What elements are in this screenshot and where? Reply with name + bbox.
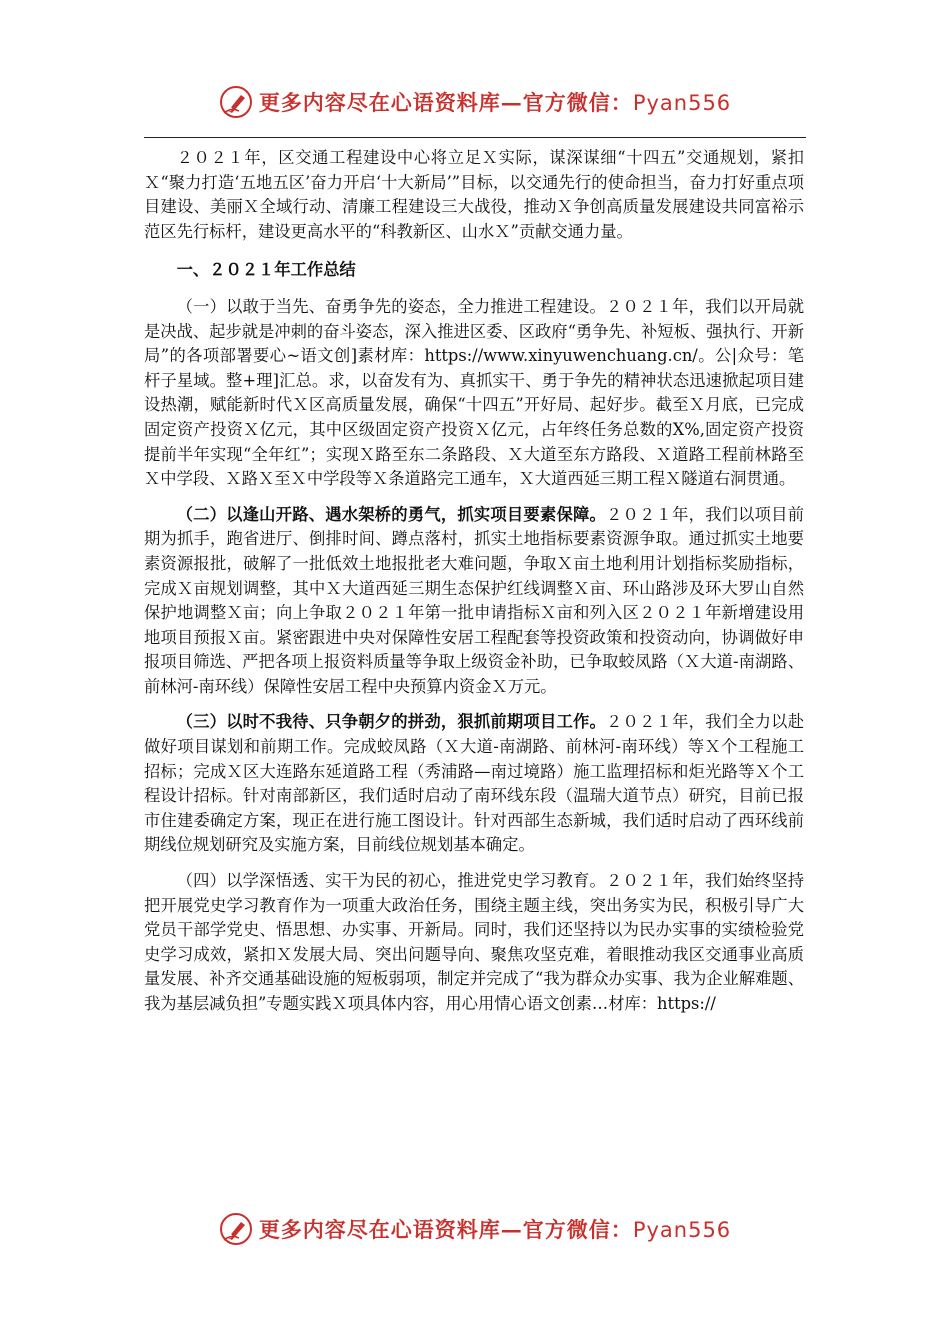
paragraph-3 — [144, 710, 804, 858]
footer-wechat-id: Pyan556 — [632, 1218, 732, 1242]
paragraph-1: （一）以敢于当先、奋勇争先的姿态，全力推进工程建设。２０２１年，我们以开局就是决战、起步就是冲刺的奋斗姿态，深入推进区委、区政府“勇争先、补短板、强执行、开新局”的各项部署要心~语文创]素材库：https://www.xinyuwenchuang.cn/。公|众号：笔杆子星域。整+理]汇总。求，以奋发有为、真抓实干、勇于争先的精神状态迅速掀起项目建设热潮，赋能新时代Ｘ区高质量发展，确保“十四五”开好局、起好步。截至Ｘ月底，已完成固定资产投资Ｘ亿元，其中区级固定资产投资Ｘ亿元，占年终任务总数的X%,固定资产投资提前半年实现“全年红”；实现Ｘ路至东二条路段、Ｘ大道至东方路段、Ｘ道路工程前林路至Ｘ中学段、Ｘ路Ｘ至Ｘ中学段等Ｘ条道路完工通车，Ｘ大道西延三期工程Ｘ隧道右洞贯通。 — [144, 296, 804, 489]
paragraph-4: （四）以学深悟透、实干为民的初心，推进党史学习教育。２０２１年，我们始终坚持把开展党史学习教育作为一项重大政治任务，围绕主题主线，突出务实为民，积极引导广大党员干部学党史、悟思想、办实事、开新局。同时，我们还坚持以为民办实事的实绩检验党史学习成效，紧扣Ｘ发展大局、突出问题导向、聚焦攻坚克难，着眼推动我区交通事业高质量发展、补齐交通基础设施的短板弱项，制定并完成了“我为群众办实事、我为企业解难题、我为基层减负担”专题实践Ｘ项具体内容，用心用情心语文创素…材库：https:// — [144, 871, 804, 1013]
paragraph-2 — [144, 503, 804, 700]
paragraph-2-lead: （二）以逢山开路、遇水架桥的勇气，抓实项目要素保障。 — [176, 504, 607, 524]
paragraph-2-text: ２０２１年，我们以项目前期为抓手，跑省进厅、倒排时间、蹲点落村，抓实土地指标要素资源争取。通过抓实土地要素资源报批，破解了一批低效土地报批老大难问题，争取Ｘ亩土地利用计划指标奖励指标，完成Ｘ亩规划调整，其中Ｘ大道西延三期生态保护红线调整Ｘ亩、环山路涉及环大罗山自然保护地调整Ｘ亩；向上争取２０２１年第一批申请指标Ｘ亩和列入区２０２１年新增建设用地项目预报Ｘ亩。紧密跟进中央对保障性安居工程配套等投资政策和投资动向，协调做好申报项目筛选、严把各项上报资料质量等争取上级资金补助，已争取蛟凤路（Ｘ大道-南湖路、前林河-南环线）保障性安居工程中央预算内资金Ｘ万元。 — [144, 504, 804, 696]
section-title: 一、２０２１年工作总结 — [176, 260, 356, 280]
pen-nib-logo-icon — [219, 1212, 253, 1246]
header-banner-label: 更多内容尽在心语资料库—官方微信： — [258, 90, 633, 115]
footer-banner-text — [259, 1214, 731, 1244]
document-body — [144, 146, 804, 1028]
footer-banner-label: 更多内容尽在心语资料库—官方微信： — [258, 1217, 633, 1242]
paragraph-3-text: ２０２１年，我们全力以赴做好项目谋划和前期工作。完成蛟凤路（Ｘ大道-南湖路、前林河-南环线）等Ｘ个工程施工招标；完成Ｘ区大连路东延道路工程（秀浦路—南过境路）施工监理招标和炬光路等Ｘ个工程设计招标。针对南部新区，我们适时启动了南环线东段（温瑞大道节点）研究，目前已报市住建委确定方案，现正在进行施工图设计。针对西部生态新城，我们适时启动了西环线前期线位规划研究及实施方案，目前线位规划基本确定。 — [144, 712, 804, 855]
header-wechat-id: Pyan556 — [632, 91, 732, 115]
footer-banner — [0, 1209, 950, 1249]
pen-nib-logo-icon — [219, 85, 253, 119]
header-banner-text — [259, 87, 731, 117]
header-divider — [144, 137, 806, 138]
intro-paragraph: ２０２１年，区交通工程建设中心将立足Ｘ实际，谋深谋细“十四五”交通规划，紧扣Ｘ“聚力打造‘五地五区’奋力开启‘十大新局’”目标，以交通先行的使命担当，奋力打好重点项目建设、美丽Ｘ全域行动、清廉工程建设三大战役，推动Ｘ争创高质量发展建设共同富裕示范区先行标杆，建设更高水平的“科教新区、山水Ｘ”贡献交通力量。 — [144, 148, 804, 241]
header-banner — [0, 82, 950, 122]
paragraph-3-lead: （三）以时不我待、只争朝夕的拼劲，狠抓前期项目工作。 — [176, 712, 607, 732]
